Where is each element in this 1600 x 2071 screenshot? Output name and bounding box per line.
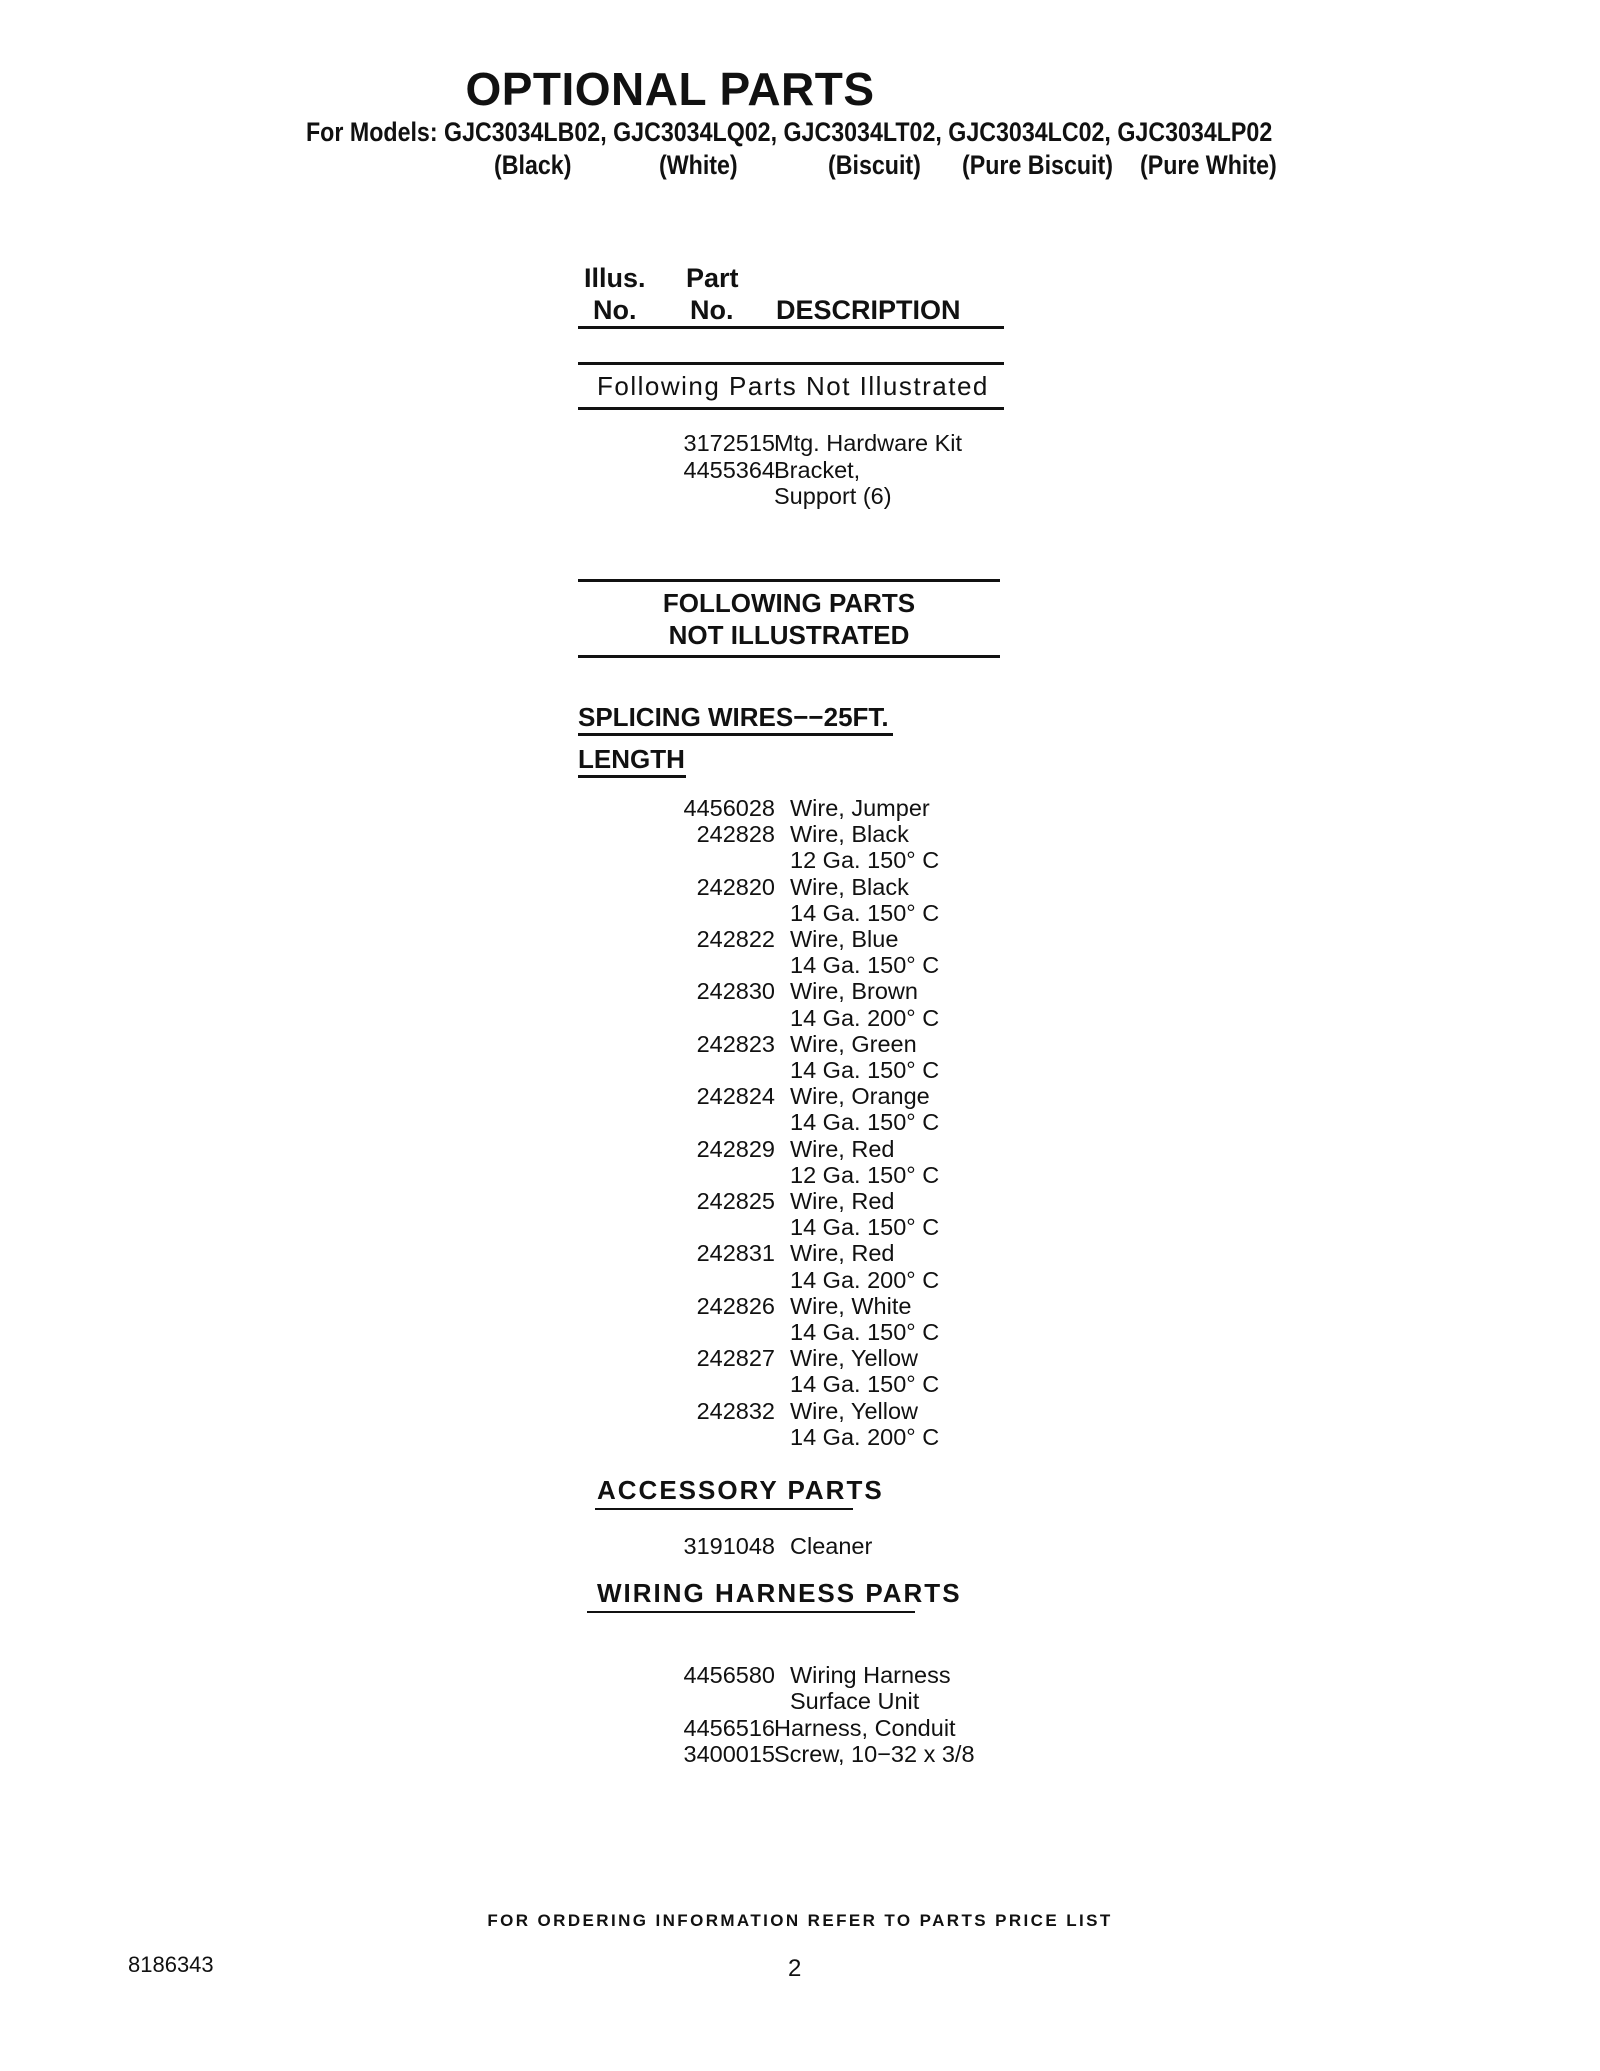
splicing-heading-underline bbox=[578, 733, 893, 736]
section-rule bbox=[578, 655, 1000, 658]
part-number: 3400015 bbox=[683, 1740, 775, 1767]
part-number: 4456028 bbox=[683, 795, 775, 821]
part-description: Wire, Blue bbox=[790, 926, 899, 952]
part-description: Harness, Conduit bbox=[774, 1714, 956, 1741]
part-description: Wire, Green bbox=[790, 1030, 917, 1057]
part-description: Wiring Harness bbox=[790, 1662, 951, 1688]
part-description: Wire, Red bbox=[790, 1240, 895, 1267]
part-number: 242830 bbox=[696, 978, 775, 1005]
splicing-heading-line2: LENGTH bbox=[578, 744, 685, 774]
part-description: Mtg. Hardware Kit bbox=[774, 430, 963, 456]
part-description: 14 Ga. 150° C bbox=[790, 1319, 940, 1345]
section-rule bbox=[578, 362, 1004, 365]
model-color-pure-biscuit: (Pure Biscuit) bbox=[962, 150, 1113, 180]
accessory-heading: ACCESSORY PARTS bbox=[597, 1475, 884, 1505]
part-number: 4456516 bbox=[683, 1714, 775, 1741]
section-rule bbox=[578, 407, 1004, 410]
ordering-info-footer: FOR ORDERING INFORMATION REFER TO PARTS PRICE LIST bbox=[487, 1911, 1113, 1930]
model-color-white: (White) bbox=[659, 150, 738, 180]
part-description: Wire, Brown bbox=[790, 978, 918, 1005]
part-description: 12 Ga. 150° C bbox=[790, 1161, 940, 1188]
part-description: 14 Ga. 200° C bbox=[790, 1004, 940, 1031]
part-number: 242824 bbox=[696, 1083, 775, 1110]
column-part-no-label: No. bbox=[690, 295, 734, 325]
models-line: For Models: GJC3034LB02, GJC3034LQ02, GJC3034LT02, GJC3034LC02, GJC3034LP02 bbox=[306, 117, 1273, 147]
part-description: 14 Ga. 200° C bbox=[790, 1423, 940, 1450]
part-number: 242832 bbox=[696, 1397, 775, 1424]
accessory-heading-underline bbox=[595, 1508, 853, 1510]
part-description: Wire, Jumper bbox=[790, 795, 930, 821]
part-description: Wire, Yellow bbox=[790, 1345, 918, 1372]
header-underline bbox=[578, 326, 1004, 329]
part-description: Wire, White bbox=[790, 1292, 912, 1319]
part-number: 242826 bbox=[696, 1292, 775, 1319]
part-description: 14 Ga. 150° C bbox=[790, 899, 940, 926]
model-color-black: (Black) bbox=[494, 150, 572, 180]
part-number: 3172515 bbox=[683, 430, 775, 456]
part-number: 3191048 bbox=[683, 1533, 775, 1559]
not-illustrated-heading-bold: FOLLOWING PARTS bbox=[662, 588, 916, 618]
section-rule bbox=[578, 579, 1000, 582]
part-description: Wire, Red bbox=[790, 1135, 895, 1162]
part-number: 242828 bbox=[696, 821, 775, 848]
part-number: 4456580 bbox=[683, 1662, 775, 1688]
splicing-heading-line2-underline bbox=[578, 775, 686, 778]
wiring-harness-heading-underline bbox=[587, 1611, 915, 1613]
part-description: Wire, Black bbox=[790, 873, 909, 900]
part-number: 242822 bbox=[696, 926, 775, 952]
part-description: Wire, Red bbox=[790, 1188, 895, 1214]
page-number: 2 bbox=[788, 1955, 802, 1982]
column-illus-label: Illus. bbox=[584, 263, 646, 293]
column-part-label: Part bbox=[686, 263, 739, 293]
wiring-harness-heading: WIRING HARNESS PARTS bbox=[597, 1578, 962, 1608]
part-description: Wire, Yellow bbox=[790, 1397, 918, 1424]
part-description: 14 Ga. 150° C bbox=[790, 1371, 940, 1398]
document-number: 8186343 bbox=[128, 1952, 214, 1977]
part-number: 242827 bbox=[696, 1345, 775, 1372]
part-description: Wire, Black bbox=[790, 821, 909, 848]
column-illus-no-label: No. bbox=[593, 295, 637, 325]
model-color-biscuit: (Biscuit) bbox=[828, 150, 921, 180]
part-description: 14 Ga. 150° C bbox=[790, 1109, 940, 1136]
part-description: Screw, 10−32 x 3/8 bbox=[774, 1740, 975, 1767]
part-description: Support (6) bbox=[774, 483, 892, 509]
column-description-label: DESCRIPTION bbox=[776, 295, 961, 325]
not-illustrated-heading-bold-line2: NOT ILLUSTRATED bbox=[668, 620, 910, 650]
part-number: 4455364 bbox=[683, 456, 775, 483]
part-description: 14 Ga. 150° C bbox=[790, 952, 940, 979]
part-description: Wire, Orange bbox=[790, 1083, 930, 1110]
part-description: 12 Ga. 150° C bbox=[790, 847, 940, 874]
model-color-pure-white: (Pure White) bbox=[1140, 150, 1277, 180]
part-description: 14 Ga. 200° C bbox=[790, 1266, 940, 1293]
part-number: 242825 bbox=[696, 1188, 775, 1214]
part-description: Surface Unit bbox=[790, 1688, 920, 1715]
part-number: 242820 bbox=[696, 873, 775, 900]
part-number: 242829 bbox=[696, 1135, 775, 1162]
splicing-heading: SPLICING WIRES−−25FT. bbox=[578, 702, 889, 732]
part-number: 242831 bbox=[696, 1240, 775, 1267]
part-description: 14 Ga. 150° C bbox=[790, 1214, 940, 1241]
not-illustrated-heading: Following Parts Not Illustrated bbox=[597, 371, 989, 401]
part-description: 14 Ga. 150° C bbox=[790, 1057, 940, 1083]
part-description: Cleaner bbox=[790, 1533, 873, 1559]
part-number: 242823 bbox=[696, 1030, 775, 1057]
part-description: Bracket, bbox=[774, 456, 861, 483]
page-title: OPTIONAL PARTS bbox=[465, 63, 875, 115]
